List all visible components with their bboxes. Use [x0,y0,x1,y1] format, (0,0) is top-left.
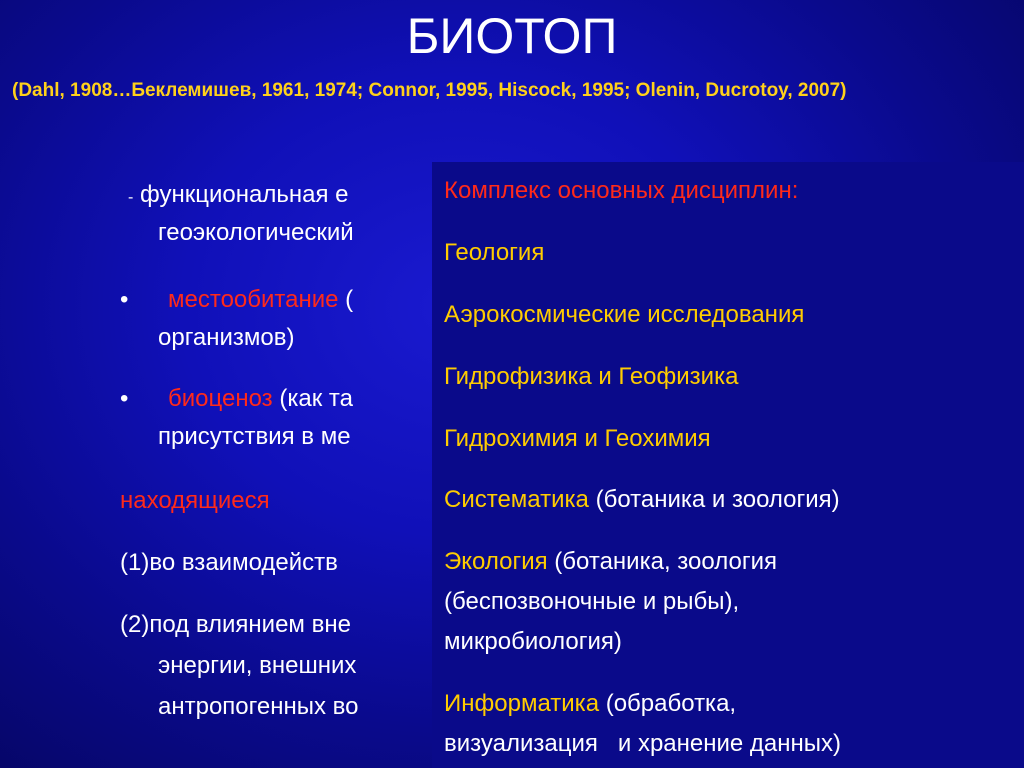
slide-title: БИОТОП [406,8,618,64]
discipline-systematics [444,483,840,517]
located-label: находящиеся [120,487,270,514]
bullet-1-line-1 [168,283,353,317]
bullet-icon: • [120,286,129,313]
discipline-hydrochemistry: Гидрохимия и Геохимия [444,425,711,452]
discipline-informatics [444,687,736,721]
bullet-1-rest: ( [338,286,354,313]
systematics-detail: (ботаника и зоология) [588,486,840,513]
paragraph-1-line-2: геоэкологический [158,219,354,246]
bullet-2-line-2: присутствия в ме [158,423,351,450]
item-2-line-1: (2)под влиянием вне [120,611,351,638]
informatics-detail: (обработка, [599,690,737,717]
item-1: (1)во взаимодейств [120,549,338,576]
paragraph-1-text: функциональная е [140,181,349,208]
bullet-1-line-2: организмов) [158,324,295,351]
informatics-term: Информатика [444,690,600,717]
bullet-2-rest: (как та [272,385,353,412]
citation: (Dahl, 1908…Беклемишев, 1961, 1974; Connor, 1995, Hiscock, 1995; Olenin, Ducrotoy, 2007) [12,80,847,101]
discipline-geology: Геология [444,239,545,266]
item-2-line-3: антропогенных во [158,693,359,720]
term-biocenosis: биоценоз [168,385,273,412]
paragraph-1-line-1 [128,178,348,215]
left-text-column [0,0,430,768]
bullet-2-line-1 [168,382,353,416]
discipline-aerospace: Аэрокосмические исследования [444,301,805,328]
panel-heading: Комплекс основных дисциплин: [444,177,799,204]
ecology-line-2: (беспозвоночные и рыбы), [444,588,740,615]
informatics-line-2: визуализация и хранение данных) [444,730,842,757]
disciplines-panel [432,162,1024,768]
systematics-term: Систематика [444,486,589,513]
discipline-ecology [444,545,777,579]
term-habitat: местообитание [168,286,339,313]
discipline-hydrophysics: Гидрофизика и Геофизика [444,363,739,390]
bullet-icon: • [120,385,129,412]
ecology-detail: (ботаника, зоология [547,548,777,575]
item-2-line-2: энергии, внешних [158,652,357,679]
ecology-line-3: микробиология) [444,628,622,655]
ecology-term: Экология [444,548,548,575]
dash-marker: - [128,189,134,206]
